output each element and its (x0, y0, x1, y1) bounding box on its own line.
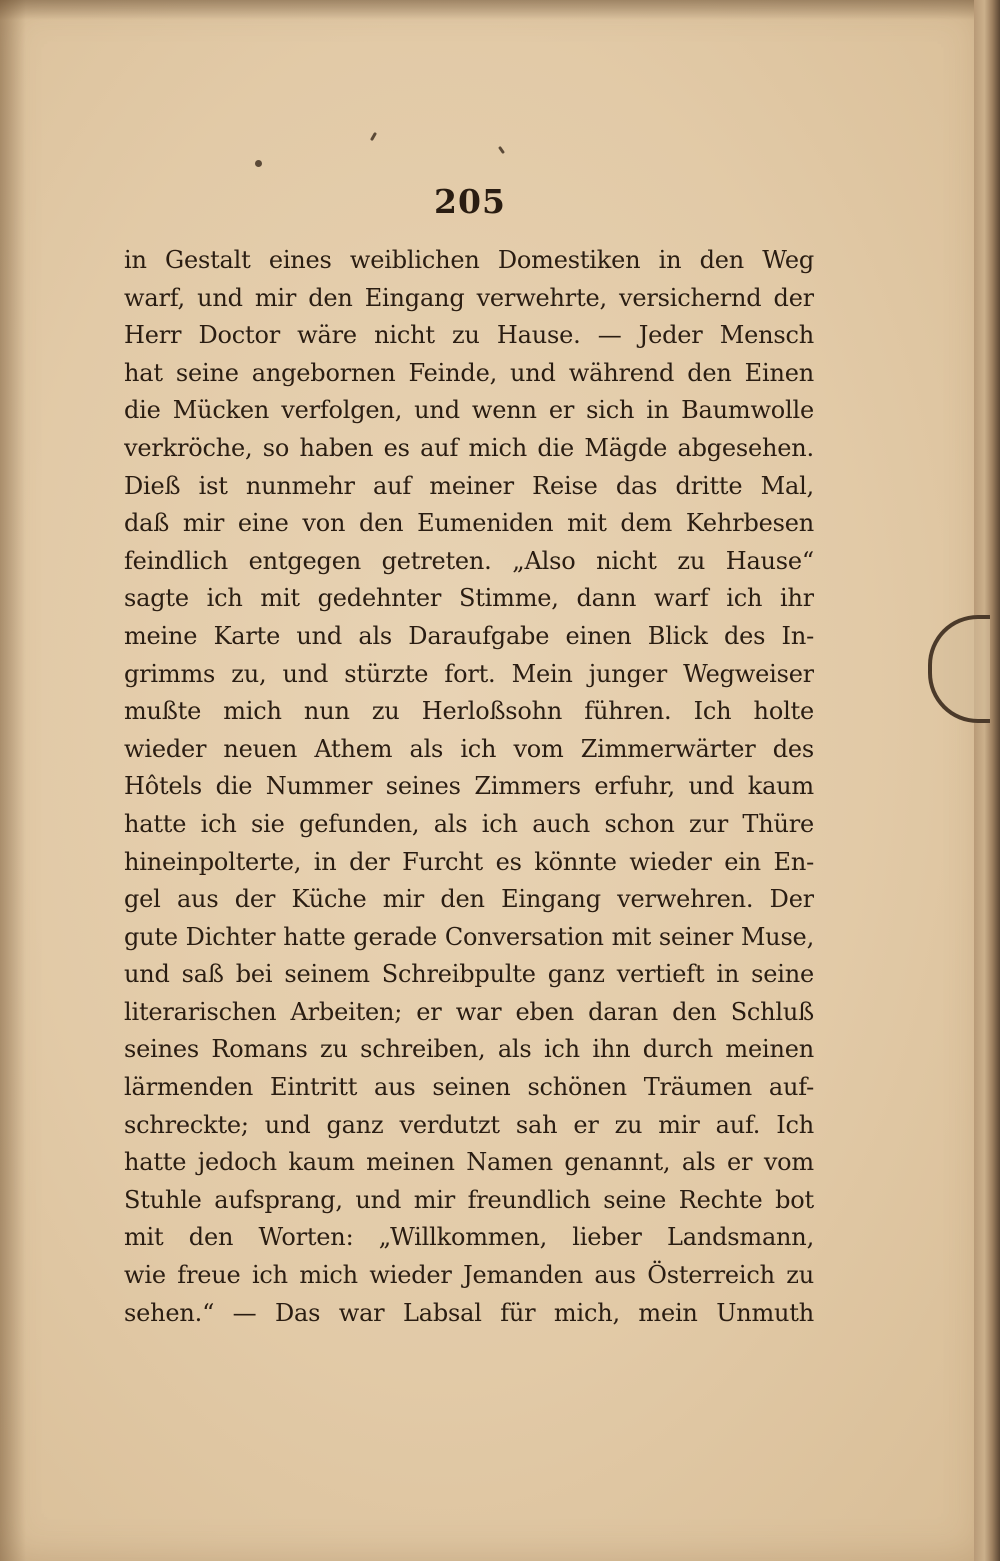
text-line: warf, und mir den Eingang verwehrte, versichernd der (124, 283, 814, 312)
text-line: sehen.“ — Das war Labsal für mich, mein Unmuth (124, 1298, 814, 1327)
text-line: gel aus der Küche mir den Eingang verwehren. Der (124, 885, 814, 914)
text-line: hineinpolterte, in der Furcht es könnte wieder ein En- (124, 847, 814, 876)
text-line: feindlich entgegen getreten. „Also nicht zu Hause“ (124, 546, 814, 575)
page-top-shadow (0, 0, 985, 20)
text-line: lärmenden Eintritt aus seinen schönen Träumen auf- (124, 1073, 814, 1102)
text-line: seines Romans zu schreiben, als ich ihn durch meinen (124, 1035, 814, 1064)
text-line: wie freue ich mich wieder Jemanden aus Österreich zu (124, 1261, 814, 1290)
gutter-shadow (0, 0, 26, 1561)
text-line: mit den Worten: „Willkommen, lieber Landsmann, (124, 1223, 814, 1252)
ink-speck (498, 146, 505, 154)
text-line: meine Karte und als Daraufgabe einen Blick des In- (124, 621, 814, 650)
ink-speck (370, 132, 377, 141)
text-line: grimms zu, und stürzte fort. Mein junger Wegweiser (124, 659, 814, 688)
book-fore-edge (974, 0, 1000, 1561)
text-line: hatte ich sie gefunden, als ich auch schon zur Thüre (124, 809, 814, 838)
text-line: in Gestalt eines weiblichen Domestiken in den Weg (124, 246, 814, 274)
text-line: Hôtels die Nummer seines Zimmers erfuhr, und kaum (124, 772, 814, 801)
page-number: 205 (434, 182, 506, 221)
text-line: hatte jedoch kaum meinen Namen genannt, als er vom (124, 1148, 814, 1177)
text-line: Dieß ist nunmehr auf meiner Reise das dritte Mal, (124, 471, 814, 500)
text-line: hat seine angebornen Feinde, und während den Einen (124, 358, 814, 387)
text-line: verkröche, so haben es auf mich die Mägde abgesehen. (124, 433, 814, 462)
body-text (124, 242, 814, 1332)
text-line: gute Dichter hatte gerade Conversation mit seiner Muse, (124, 922, 814, 951)
text-line: Stuhle aufsprang, und mir freundlich seine Rechte bot (124, 1185, 814, 1214)
text-line: schreckte; und ganz verdutzt sah er zu mir auf. Ich (124, 1110, 814, 1139)
text-line: sagte ich mit gedehnter Stimme, dann warf ich ihr (124, 584, 814, 613)
text-line: und saß bei seinem Schreibpulte ganz vertieft in seine (124, 960, 814, 989)
text-line: wieder neuen Athem als ich vom Zimmerwärter des (124, 734, 814, 763)
ink-speck (255, 160, 262, 167)
text-line: die Mücken verfolgen, und wenn er sich in Baumwolle (124, 396, 814, 425)
text-line: Herr Doctor wäre nicht zu Hause. — Jeder Mensch (124, 321, 814, 350)
text-line: mußte mich nun zu Herloßsohn führen. Ich holte (124, 697, 814, 726)
text-line: literarischen Arbeiten; er war eben daran den Schluß (124, 997, 814, 1026)
text-line: daß mir eine von den Eumeniden mit dem Kehrbesen (124, 509, 814, 538)
